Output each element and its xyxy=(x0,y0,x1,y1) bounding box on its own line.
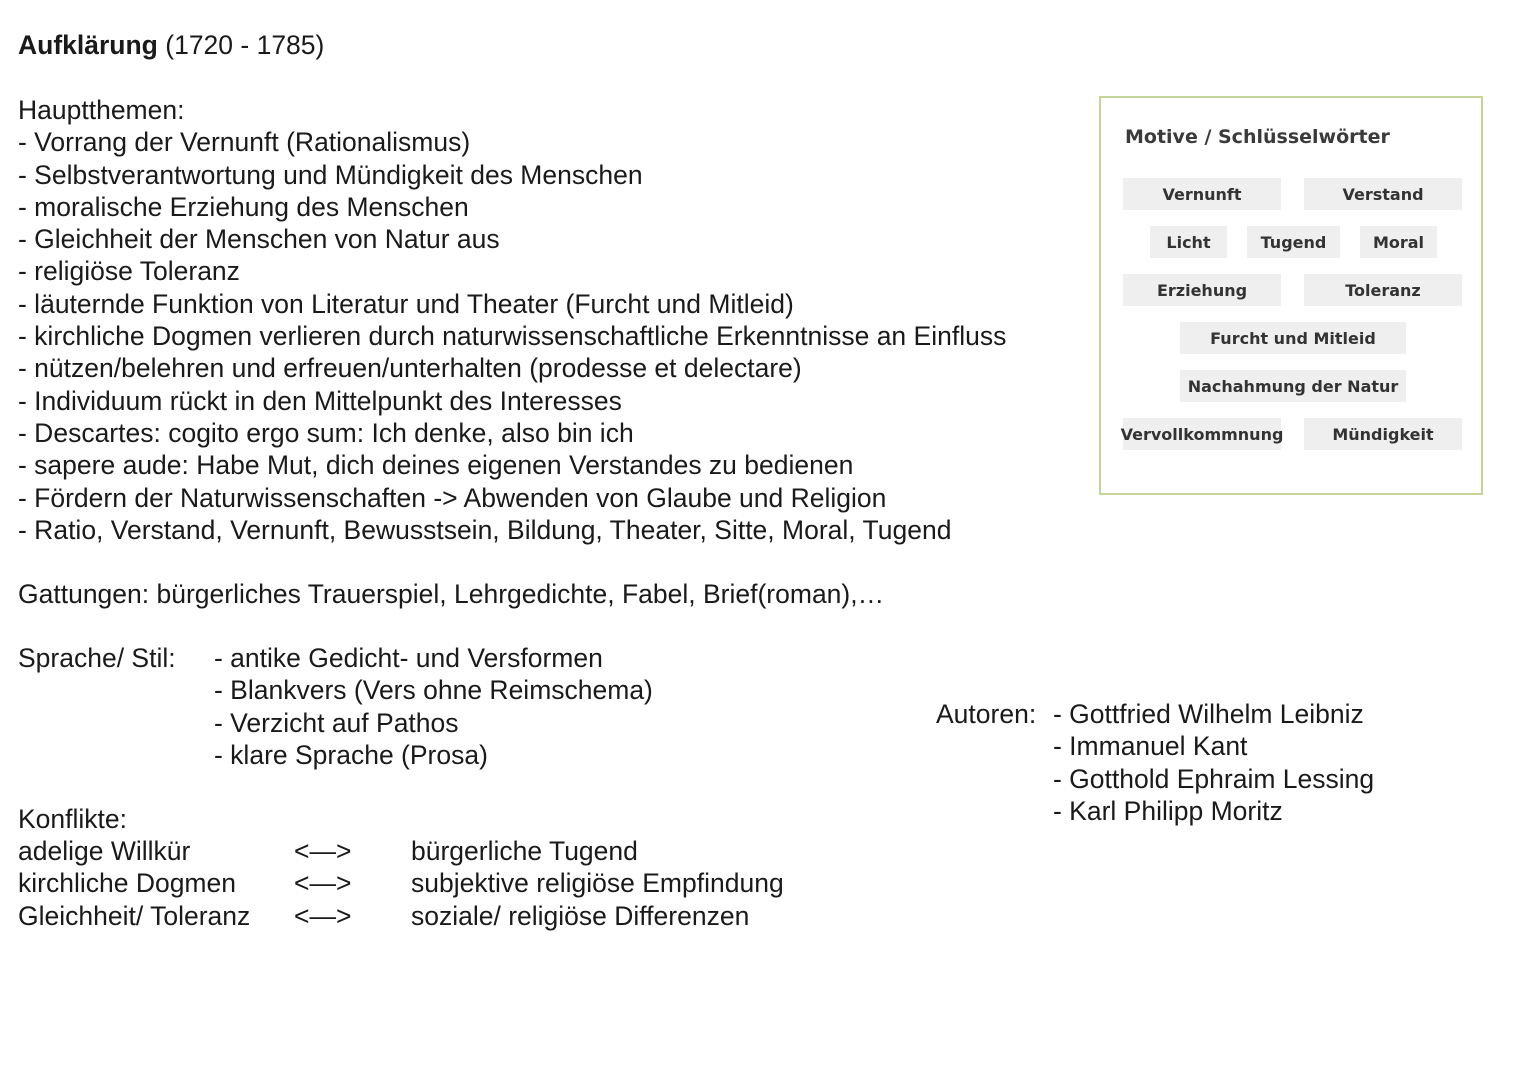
language-style-list xyxy=(214,642,653,771)
theme-item: - Fördern der Naturwissenschaften -> Abwenden von Glaube und Religion xyxy=(18,482,887,513)
theme-item: - Ratio, Verstand, Vernunft, Bewusstsein, Bildung, Theater, Sitte, Moral, Tugend xyxy=(18,514,952,545)
theme-item: - Vorrang der Vernunft (Rationalismus) xyxy=(18,127,471,158)
theme-item: - kirchliche Dogmen verlieren durch naturwissenschaftliche Erkenntnisse an Einfluss xyxy=(18,321,1007,352)
keyword-chip: Mündigkeit xyxy=(1304,418,1462,450)
language-style-label: Sprache/ Stil: xyxy=(18,643,176,673)
keyword-chip: Vernunft xyxy=(1123,178,1281,210)
conflict-arrow: <—> xyxy=(294,868,352,899)
theme-item: - nützen/belehren und erfreuen/unterhalten (prodesse et delectare) xyxy=(18,353,802,384)
style-item: - Verzicht auf Pathos xyxy=(214,707,459,738)
theme-item: - religiöse Toleranz xyxy=(18,256,240,287)
conflicts-heading: Konflikte: xyxy=(18,804,128,834)
conflicts-right-column xyxy=(411,835,784,932)
theme-item: - sapere aude: Habe Mut, dich deines eigenen Verstandes zu bedienen xyxy=(18,450,854,481)
style-item: - Blankvers (Vers ohne Reimschema) xyxy=(214,675,653,706)
theme-item: - Descartes: cogito ergo sum: Ich denke, also bin ich xyxy=(18,417,634,448)
theme-item: - läuternde Funktion von Literatur und Theater (Furcht und Mitleid) xyxy=(18,288,794,319)
main-themes-list xyxy=(18,126,1006,546)
authors-list xyxy=(1053,698,1374,827)
keywords-box-title: Motive / Schlüsselwörter xyxy=(1125,126,1390,148)
conflict-arrow: <—> xyxy=(294,836,352,866)
keyword-chip: Licht xyxy=(1150,226,1227,258)
main-themes-section xyxy=(18,94,1006,546)
conflict-arrow: <—> xyxy=(294,900,352,931)
keyword-chip: Tugend xyxy=(1247,226,1340,258)
conflict-left: adelige Willkür xyxy=(18,836,191,866)
author-item: - Gottfried Wilhelm Leibniz xyxy=(1053,699,1364,729)
conflict-right: subjektive religiöse Empfindung xyxy=(411,868,784,899)
conflict-left: Gleichheit/ Toleranz xyxy=(18,900,251,931)
author-item: - Karl Philipp Moritz xyxy=(1053,795,1283,826)
theme-item: - Individuum rückt in den Mittelpunkt des Interesses xyxy=(18,385,622,416)
keyword-chip: Toleranz xyxy=(1304,274,1462,306)
keyword-chip: Moral xyxy=(1360,226,1437,258)
conflict-right: soziale/ religiöse Differenzen xyxy=(411,900,750,931)
keyword-chip: Verstand xyxy=(1304,178,1462,210)
style-item: - klare Sprache (Prosa) xyxy=(214,739,488,770)
keyword-chip: Nachahmung der Natur xyxy=(1180,370,1406,402)
style-item: - antike Gedicht- und Versformen xyxy=(214,643,603,673)
theme-item: - Selbstverantwortung und Mündigkeit des Menschen xyxy=(18,159,643,190)
conflicts-left-column xyxy=(18,835,250,932)
author-item: - Gotthold Ephraim Lessing xyxy=(1053,763,1375,794)
conflicts-arrow-column xyxy=(294,835,351,932)
theme-item: - Gleichheit der Menschen von Natur aus xyxy=(18,224,500,255)
conflict-right: bürgerliche Tugend xyxy=(411,836,638,866)
page-title xyxy=(18,29,324,61)
author-item: - Immanuel Kant xyxy=(1053,731,1248,762)
main-themes-heading: Hauptthemen: xyxy=(18,95,185,125)
conflict-left: kirchliche Dogmen xyxy=(18,868,236,899)
keyword-chip: Vervollkommnung xyxy=(1123,418,1281,450)
authors-label: Autoren: xyxy=(936,699,1037,729)
keyword-chip: Erziehung xyxy=(1123,274,1281,306)
page-title-period: (1720 - 1785) xyxy=(165,30,325,60)
theme-item: - moralische Erziehung des Menschen xyxy=(18,191,469,222)
page-title-bold: Aufklärung xyxy=(18,30,158,60)
genres-line: Gattungen: bürgerliches Trauerspiel, Lehrgedichte, Fabel, Brief(roman),… xyxy=(18,579,885,609)
keyword-chip: Furcht und Mitleid xyxy=(1180,322,1406,354)
keywords-box xyxy=(1099,96,1483,495)
